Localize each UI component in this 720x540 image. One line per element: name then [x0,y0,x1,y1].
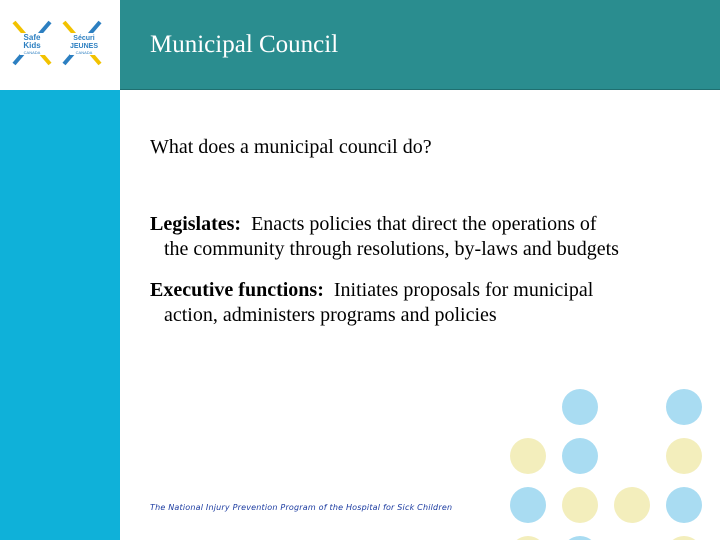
logo-area [0,0,120,90]
dot-yellow [614,487,650,523]
dot-blue [666,389,702,425]
dot-yellow [510,438,546,474]
item-label: Legislates: [150,213,242,235]
dot-blue [562,536,598,540]
dot-yellow [666,438,702,474]
logo-left-sub: CANADA [23,50,41,55]
title-divider [120,89,720,90]
logo-left-line1: Safe [23,33,41,42]
logo-right-line2: JEUNES [69,43,99,50]
dot-yellow [562,487,598,523]
item-label: Executive functions: [150,279,324,301]
item-line1: Enacts policies that direct the operations of [251,213,597,235]
dot-yellow [666,536,702,540]
dot-yellow [510,536,546,540]
left-accent-bar [0,90,120,540]
item-line2: the community through resolutions, by-laws and budgets [164,238,619,260]
slide-title: Municipal Council [150,31,339,58]
item-executive-functions [150,278,690,328]
item-line2: action, administers programs and policies [164,304,497,326]
logo-right-line1: Sécuri [73,35,95,42]
item-legislates [150,212,690,262]
question-text: What does a municipal council do? [150,136,432,158]
logo-left-line2: Kids [23,41,41,50]
logo-right-sub: CANADA [75,50,93,55]
dot-blue [666,487,702,523]
safe-kids-logo [8,14,112,70]
dot-blue [562,389,598,425]
item-line1: Initiates proposals for municipal [333,279,594,301]
dot-blue [562,438,598,474]
footer-credit: The National Injury Prevention Program of the Hospital for Sick Children [150,503,453,512]
dot-blue [510,487,546,523]
title-bar [120,0,720,90]
